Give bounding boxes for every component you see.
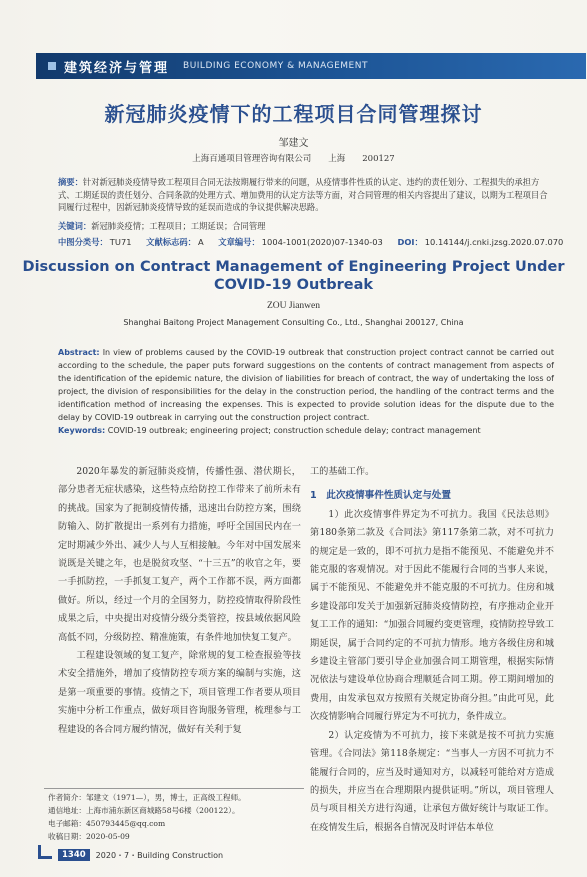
section-banner xyxy=(36,53,586,79)
keywords-en-label: Keywords: xyxy=(58,426,106,435)
footnote-email: 450793445@qq.com xyxy=(85,819,166,828)
doi-label: DOI： xyxy=(397,237,423,247)
article-no-value: 1004-1001(2020)07-1340-03 xyxy=(261,237,383,247)
body-column-right xyxy=(310,463,554,837)
affiliation-cn: 上海百通项目管理咨询有限公司 上海 200127 xyxy=(192,154,395,164)
author-cn: 邹建文 xyxy=(278,138,309,149)
page-number: 1340 xyxy=(58,849,90,861)
footnote-author-label: 作者简介： xyxy=(48,793,86,802)
keywords-en xyxy=(58,426,554,435)
abstract-cn-label: 摘要： xyxy=(58,177,83,187)
corner-mark-icon xyxy=(38,845,52,859)
author-en: ZOU Jianwen xyxy=(266,301,321,311)
affiliation-en: Shanghai Baitong Project Management Consulting Co., Ltd., Shanghai 200127, China xyxy=(123,318,464,327)
page-footer xyxy=(38,848,223,862)
article-title-en: Discussion on Contract Management of Engineering Project Under COVID-19 Outbreak xyxy=(22,259,565,293)
doc-code-value: A xyxy=(197,237,204,247)
body-paragraph: 工程建设领域的复工复产，除常规的复工检查报验等技术安全措施外，增加了疫情防控专项方案的编制与实施，这是第一项重要的事情。疫情之下，项目管理工作者要从项目实施中分析工作重点，做好项目咨询服务管理，梳理参与工程建设的各合同方履约情况，做好有关利于复 xyxy=(58,650,301,735)
body-paragraph-continuation: 工的基础工作。 xyxy=(310,466,375,477)
abstract-en-text: In view of problems caused by the COVID-19 outbreak that construction project contract cannot be carried out according to the schedule, the paper puts forward suggestions on the contents of contract management from aspects of the identification of the epidemic nature, the division of liabilities for breach of contract, the way of undertaking the loss of project, the division of responsibilities for the delay in the construction period, the handling of the contract terms and the identification method of increasing the expenses. This is expected to provide solution ideas for the dispute due to the delay by COVID-19 outbreak in carrying out the construction project contract. xyxy=(58,348,554,422)
banner-square-icon xyxy=(48,62,56,70)
body-column-left xyxy=(58,463,301,739)
abstract-cn xyxy=(58,176,552,214)
banner-title-cn: 建筑经济与管理 xyxy=(64,60,170,76)
clc-value: TU71 xyxy=(109,237,132,247)
footnote-address-label: 通信地址： xyxy=(48,806,86,815)
abstract-en xyxy=(58,346,554,424)
article-no-label: 文章编号： xyxy=(218,237,260,247)
footer-journal: 2020・7・Building Construction xyxy=(95,850,224,860)
footnote-email-label: 电子邮箱： xyxy=(48,819,86,828)
abstract-cn-text: 针对新冠肺炎疫情导致工程项目合同无法按期履行带来的问题，从疫情事件性质的认定、违约的责任划分、工程损失的承担方式、工期延误的责任划分、合同条款的处理方式、增加费用的认定方法等方面，对合同管理的相关内容提出了建议，以期为工程项目合同履行过程中，因新冠肺炎疫情导致的延误而造成的争议提供解决思路。 xyxy=(58,177,548,213)
body-paragraph: 1）此次疫情事件界定为不可抗力。我国《民法总则》第180条第二款及《合同法》第117条第二款，对不可抗力的规定是一致的，即不可抗力是指不能预见、不能避免并不能克服的客观情况。对于因此不能履行合同的当事人来说，属于不能预见、不能避免并不能克服的不可抗力。住房和城乡建设部印发关于加强新冠肺炎疫情防控，有序推动企业开复工工作的通知：“加强合同履约变更管理，疫情防控导致工期延误，属于合同约定的不可抗力情形。地方各级住房和城乡建设主管部门要引导企业加强合同工期管理，根据实际情况依法与建设单位协商合理顺延合同工期。停工期间增加的费用，由发承包双方按照有关规定协商分担。”由此可见，此次疫情影响合同履行界定为不可抗力，条件成立。 xyxy=(310,508,554,723)
footnote-author: 邹建文（1971—），男，博士，正高级工程师。 xyxy=(85,793,246,802)
footnote-address: 上海市浦东新区商城路58号6楼（200122）。 xyxy=(85,806,240,815)
article-meta-cn xyxy=(58,236,563,248)
footnote-received-label: 收稿日期： xyxy=(48,832,86,841)
footnote-received: 2020-05-09 xyxy=(85,832,130,841)
doc-code-label: 文献标志码： xyxy=(146,237,196,247)
section-heading: 1 此次疫情事件性质认定与处置 xyxy=(310,490,451,502)
banner-title-en: BUILDING ECONOMY & MANAGEMENT xyxy=(183,61,368,71)
article-title-cn: 新冠肺炎疫情下的工程项目合同管理探讨 xyxy=(104,102,483,126)
body-paragraph: 2）认定疫情为不可抗力，接下来就是按不可抗力实施管理。《合同法》第118条规定：“当事人一方因不可抗力不能履行合同的，应当及时通知对方，以减轻可能给对方造成的损失，并应当在合理期限内提供证明。”所以，项目管理人员与项目相关方进行沟通，让承包方做好统计与取证工作。在疫情发生后，根据各自情况及时评估本单位 xyxy=(310,729,554,833)
clc-label: 中图分类号： xyxy=(58,237,108,247)
keywords-en-text: COVID-19 outbreak; engineering project; construction schedule delay; contract management xyxy=(107,426,481,435)
body-paragraph: 2020年暴发的新冠肺炎疫情，传播性强、潜伏期长，部分患者无症状感染，这些特点给防控工作带来了前所未有的挑战。国家为了扼制疫情传播，迅速出台防控方案，围绕防输入、防扩散提出一系列有力措施，呼吁全国国民内在一定时期减少外出、减少人与人互相接触。今年对中国发展来说既是关键之年，也是脱贫攻坚、“十三五”的收官之年，要一手抓防控，一手抓复工复产，两个工作都不误，两方面都做好。所以，经过一个月的全国努力，防控疫情取得阶段性成果之后，中央提出对疫情分级分类管控，按县域依据风险高低不同，分级防控、精准施策，有条件地加快复工复产。 xyxy=(58,466,301,643)
abstract-en-label: Abstract: xyxy=(58,348,100,357)
keywords-cn-text: 新冠肺炎疫情；工程项目；工期延误；合同管理 xyxy=(91,221,266,231)
keywords-cn xyxy=(58,220,265,232)
keywords-cn-label: 关键词： xyxy=(58,221,92,231)
doi-value: 10.14144/j.cnki.jzsg.2020.07.070 xyxy=(424,237,564,247)
author-footnote xyxy=(44,788,304,840)
